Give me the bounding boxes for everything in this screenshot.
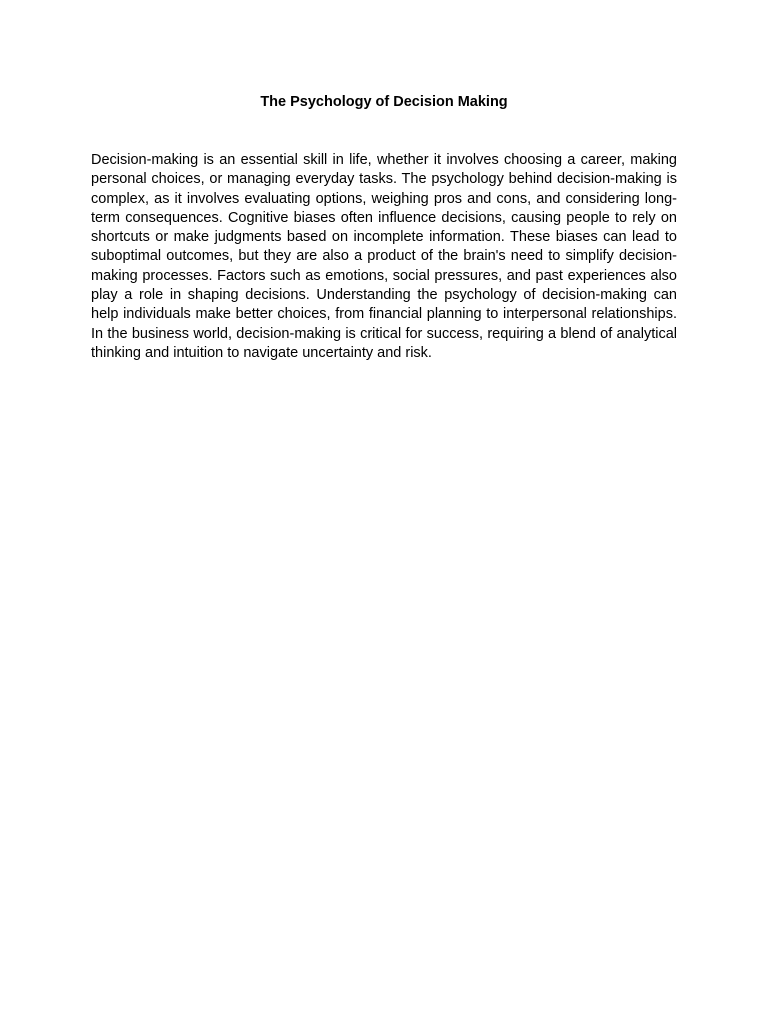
body-paragraph: Decision-making is an essential skill in life, whether it involves choosing a career, making personal choices, or managing everyday tasks. The psychology behind decision-making is complex, as it involves evaluating options, weighing pros and cons, and considering long-term consequences. Cognitive biases often influence decisions, causing people to rely on shortcuts or make judgments based on incomplete information. These biases can lead to suboptimal outcomes, but they are also a product of the brain's need to simplify decision-making processes. Factors such as emotions, social pressures, and past experiences also play a role in shaping decisions. Understanding the psychology of decision-making can help individuals make better choices, from financial planning to interpersonal relationships. In the business world, decision-making is critical for success, requiring a blend of analytical thinking and intuition to navigate uncertainty and risk. [91, 152, 677, 361]
document-title: The Psychology of Decision Making [260, 94, 508, 110]
